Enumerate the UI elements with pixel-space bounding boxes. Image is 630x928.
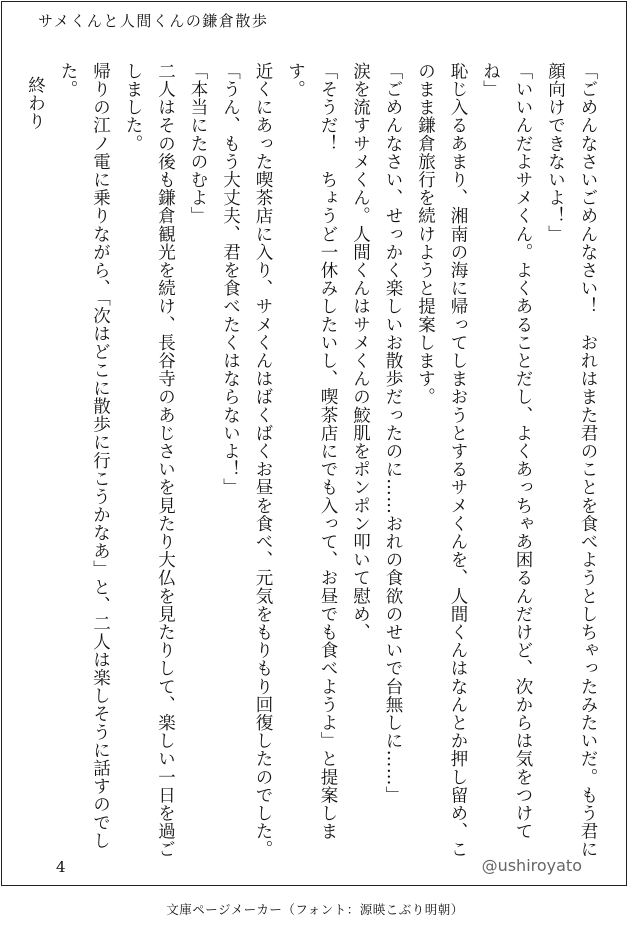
paragraph: 「いいんだよサメくん。よくあることだし、よくあっちゃあ困るんだけど、次からは気をつけてね」: [480, 62, 533, 841]
paragraph: 恥じ入るあまり、湘南の海に帰ってしまおうとするサメくんを、人間くんはなんとか押し留め、このまま鎌倉旅行を続けようと提案します。: [415, 62, 468, 859]
paragraph: 近くにあった喫茶店に入り、サメくんはばくばくお昼を食べ、元気をもりもり回復したのでした。: [253, 62, 273, 859]
end-mark: 終わり: [25, 76, 46, 131]
paragraph: 涙を流すサメくん。人間くんはサメくんの鮫肌をポンポン叩いて慰め、: [350, 62, 371, 642]
author-credit: @ushiroyato: [481, 856, 582, 875]
paragraph: 「本当にたのむよ」: [188, 62, 208, 225]
paragraph: 「うん、もう大丈夫、君を食べたくはならないよ！」: [220, 62, 241, 497]
book-page: [1, 1, 627, 886]
paragraph: 「ごめんなさいごめんなさい！ おれはまた君のことを食べようとしちゃったみたいだ。もう君に顔向けできないよ！」: [545, 62, 598, 859]
paragraph: 「ごめんなさい、せっかく楽しいお散歩だったのに……おれの食欲のせいで台無しに……」: [383, 62, 403, 805]
paragraph: 帰りの江ノ電に乗りながら、「次はどこに散歩に行こうかなあ」と、二人は楽しそうに話すのでした。: [58, 62, 111, 850]
book-title: サメくんと人間くんの鎌倉散歩: [38, 12, 269, 30]
paragraph: 「そうだ！ ちょうど一休みしたいし、喫茶店にでも入って、お昼でも食べようよ」と提案します。: [285, 62, 338, 841]
paragraph: 二人はその後も鎌倉観光を続け、長谷寺のあじさいを見たり大仏を見たりして、楽しい一日を過ごしました。: [123, 62, 176, 859]
vertical-body-text: [19, 62, 604, 862]
generator-caption: 文庫ページメーカー（フォント：源暎こぶり明朝）: [166, 902, 464, 917]
page-number: 4: [56, 858, 66, 876]
